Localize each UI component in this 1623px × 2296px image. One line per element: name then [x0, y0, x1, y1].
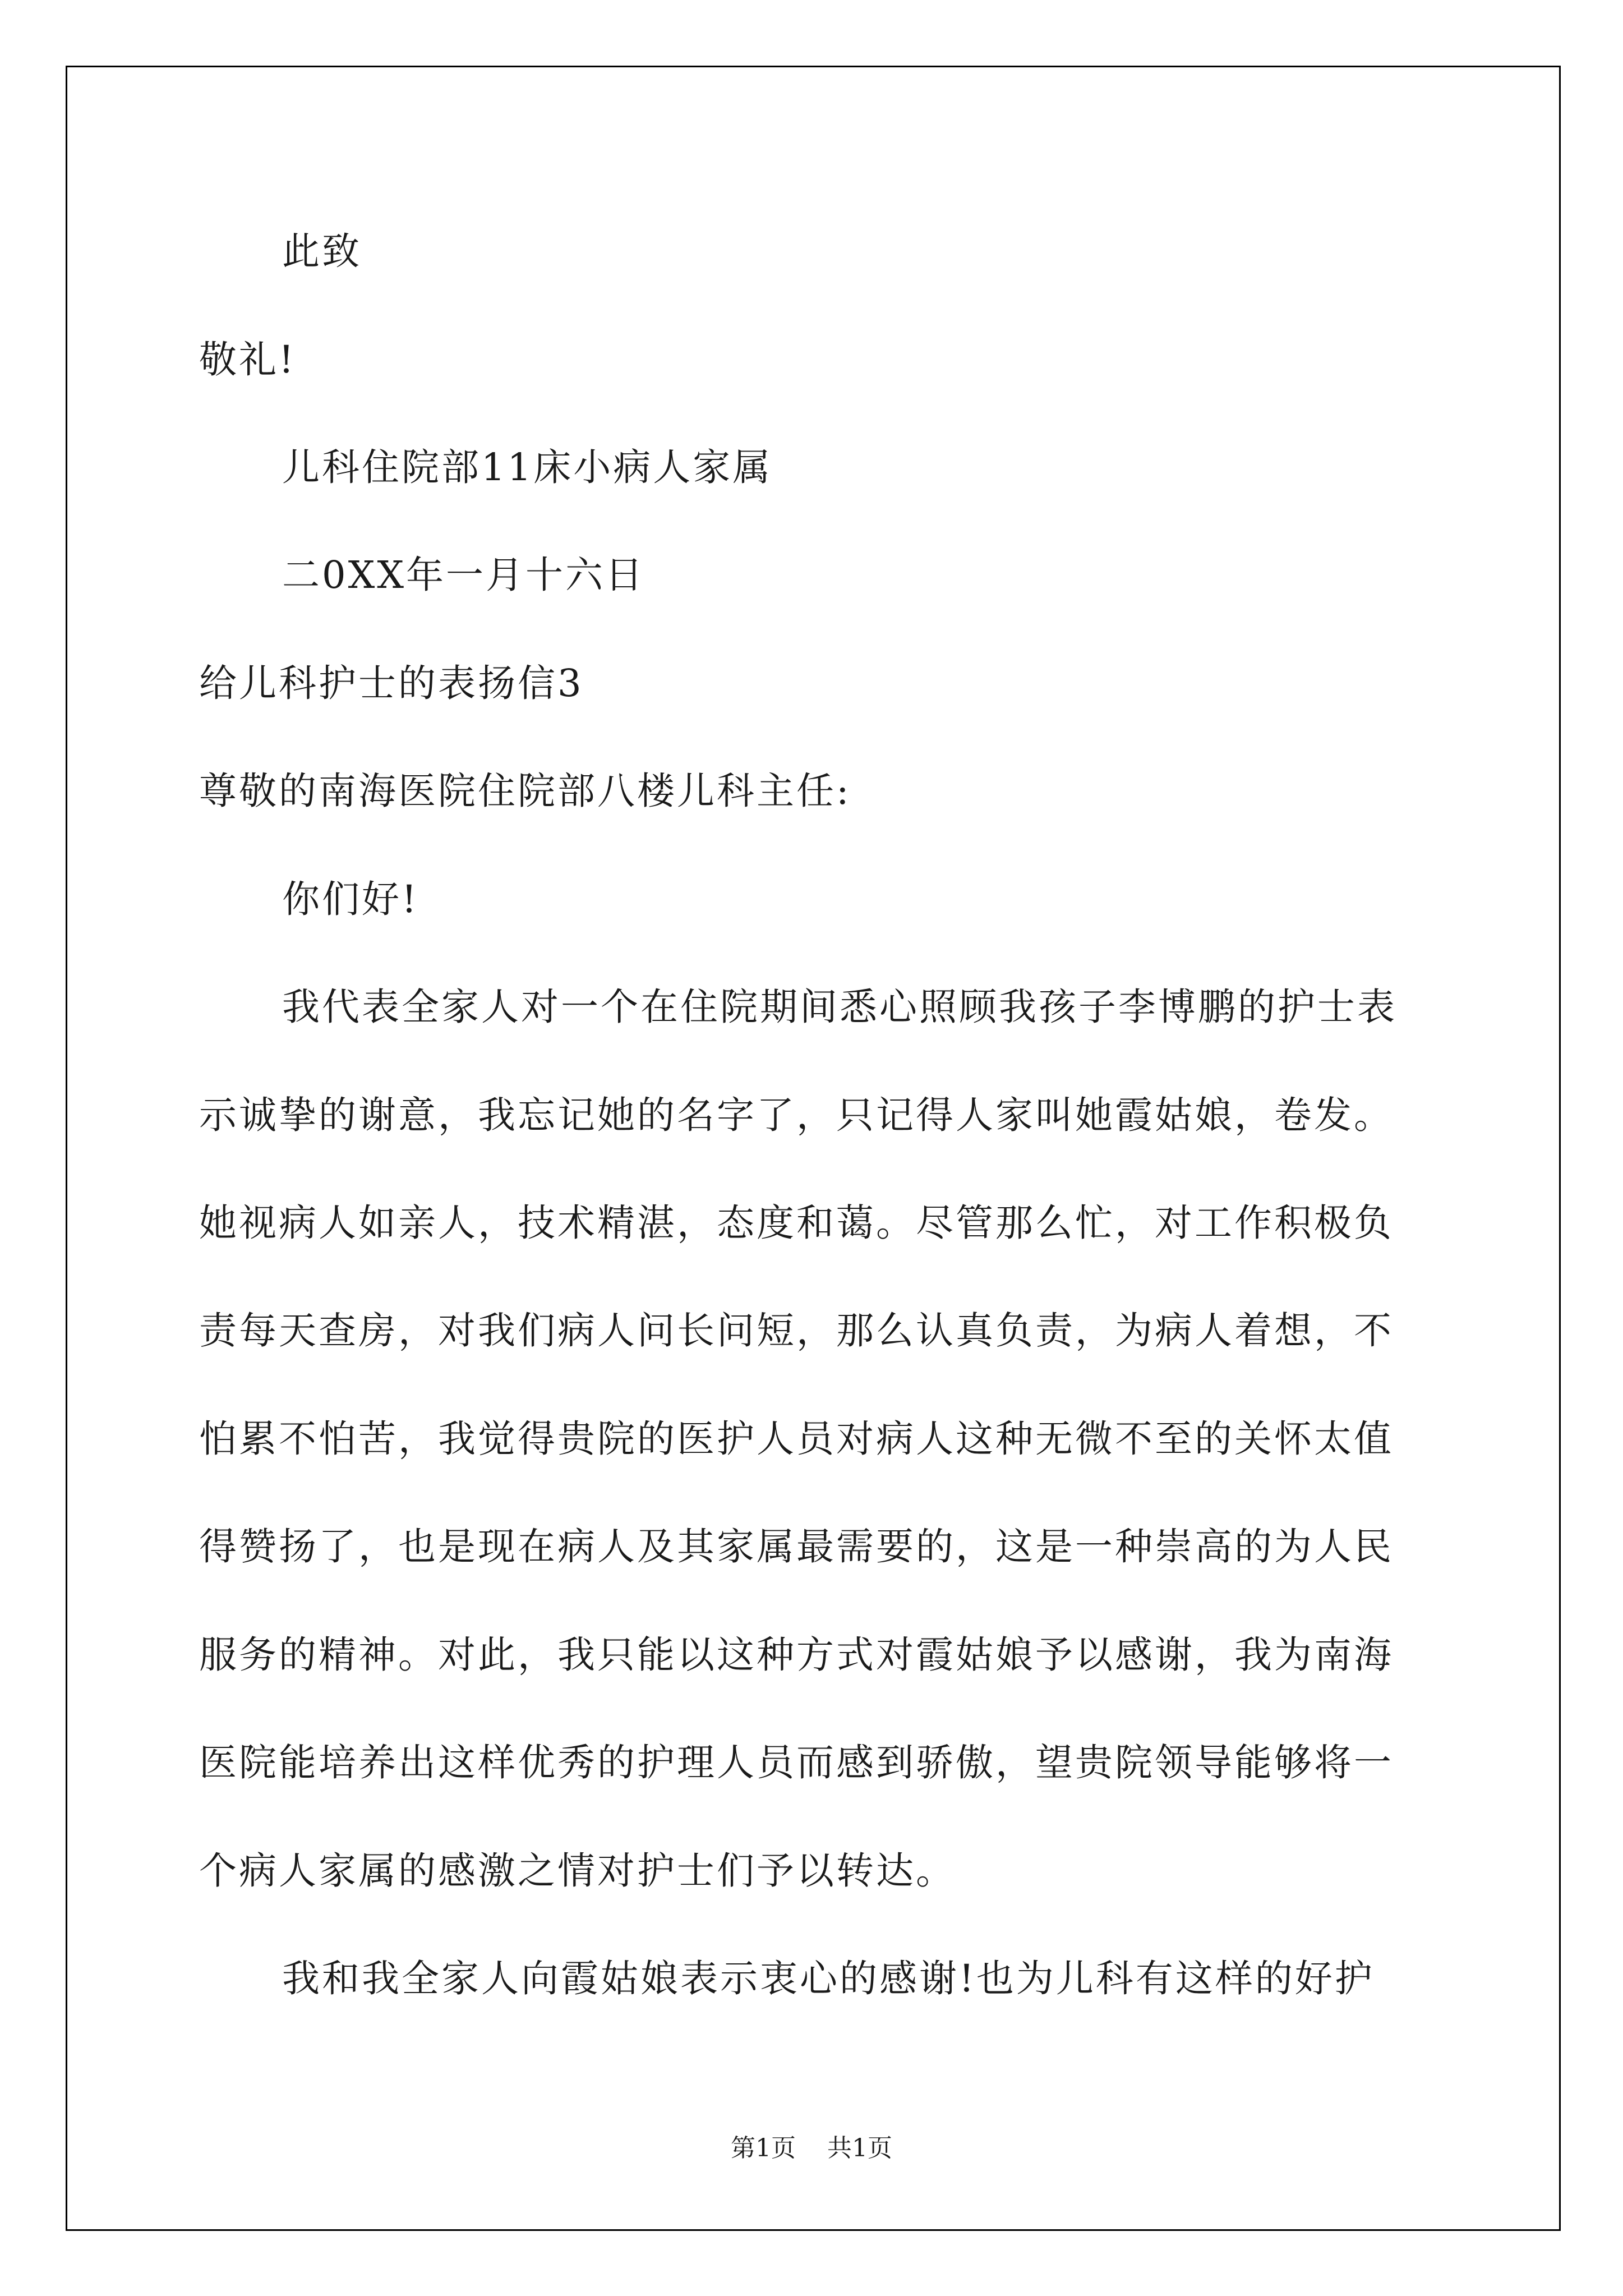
page-number-current: 第1页	[731, 2134, 796, 2162]
page-footer	[0, 2133, 1623, 2164]
body-line: 责每天查房，对我们病人问长问短，那么认真负责，为病人着想，不	[199, 1309, 1394, 1352]
body-line: 示诚挚的谢意，我忘记她的名字了，只记得人家叫她霞姑娘，卷发。	[199, 1093, 1394, 1137]
body-line: 怕累不怕苦，我觉得贵院的医护人员对病人这种无微不至的关怀太值	[199, 1417, 1394, 1461]
page-border	[66, 66, 1561, 2231]
body-line: 医院能培养出这样优秀的护理人员而感到骄傲，望贵院领导能够将一	[199, 1741, 1394, 1784]
signature-sender: 儿科住院部11床小病人家属	[282, 445, 773, 489]
body-line: 个病人家属的感激之情对护士们予以转达。	[199, 1849, 956, 1893]
body-line: 我代表全家人对一个在住院期间悉心照顾我孩子李博鹏的护士表	[282, 985, 1397, 1029]
greeting: 你们好!	[282, 877, 419, 921]
letter-title: 给儿科护士的表扬信3	[199, 661, 584, 705]
body-line: 她视病人如亲人，技术精湛，态度和蔼。尽管那么忙，对工作积极负	[199, 1201, 1394, 1245]
closing-regards: 敬礼!	[199, 338, 296, 381]
page-number-total: 共1页	[827, 2134, 892, 2162]
signature-date: 二0XX年一月十六日	[282, 553, 645, 597]
body-line: 得赞扬了，也是现在病人及其家属最需要的，这是一种崇高的为人民	[199, 1525, 1394, 1568]
letter-recipient: 尊敬的南海医院住院部八楼儿科主任:	[199, 769, 851, 813]
body-line: 我和我全家人向霞姑娘表示衷心的感谢!也为儿科有这样的好护	[282, 1957, 1375, 2000]
body-line: 服务的精神。对此，我只能以这种方式对霞姑娘予以感谢，我为南海	[199, 1633, 1394, 1677]
closing-salutation: 此致	[282, 229, 362, 273]
